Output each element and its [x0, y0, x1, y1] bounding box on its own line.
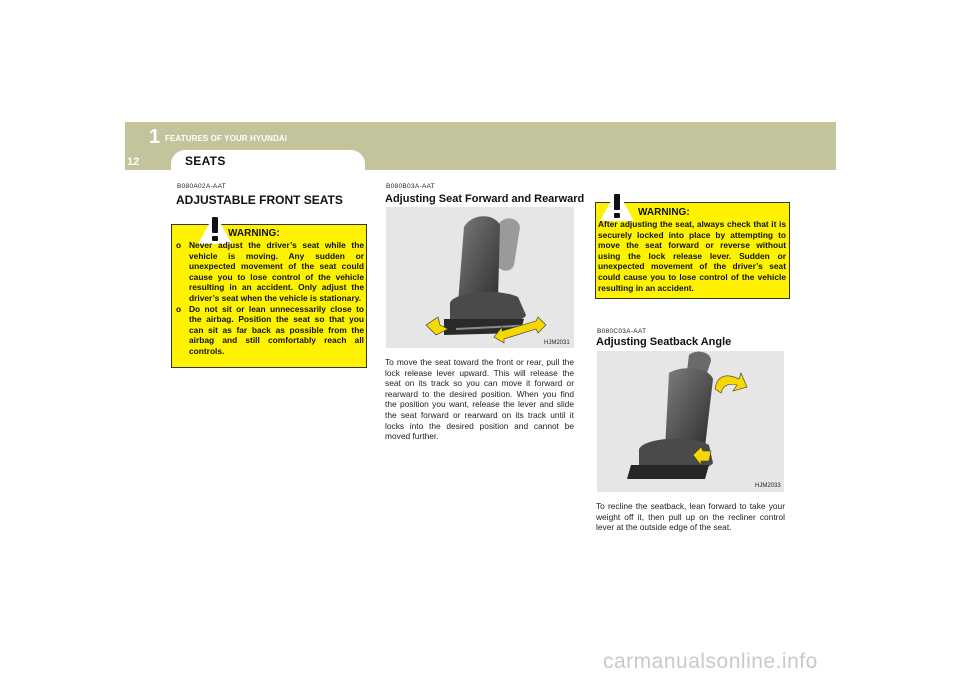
seat-forward-illustration [386, 207, 574, 348]
image-label: HJM2031 [544, 340, 570, 346]
warning-text: After adjusting the seat, always check that it is securely locked into place by attempting to move the seat forward or reverse without using the lock release lever. Sudden or unexpected movement of the driver’s seat could cause you to lose control of the vehicle resulting in an accident. [598, 219, 786, 293]
page-number: 12 [127, 156, 140, 168]
section-title: SEATS [185, 154, 226, 168]
chapter-number: 1 [149, 126, 161, 148]
bullet: o [176, 303, 182, 314]
warning-item [176, 240, 364, 304]
warning-heading: WARNING: [638, 207, 690, 218]
seat-illustration [386, 207, 574, 348]
recline-arrow-icon [715, 373, 747, 393]
chapter-title: FEATURES OF YOUR HYUNDAI [165, 134, 288, 143]
warning-exclamation-icon [599, 189, 635, 222]
section-heading: Adjusting Seat Forward and Rearward [385, 193, 585, 205]
body-text: To recline the seatback, lean forward to take your weight off it, then pull up on the recliner control lever at the outside edge of the seat. [596, 501, 785, 533]
watermark: carmanualsonline.info [603, 650, 818, 673]
section-code: B080A02A-AAT [177, 183, 227, 190]
section-code: B080B03A-AAT [386, 183, 436, 190]
section-heading: Adjusting Seatback Angle [596, 336, 732, 348]
warning-list [176, 240, 364, 357]
section-heading: ADJUSTABLE FRONT SEATS [176, 193, 343, 207]
warning-item-text: Do not sit or lean unnecessarily close to the airbag. Position the seat so that you can sit as far back as possible from the airbag and still comfortably reach all controls. [189, 303, 364, 356]
warning-item [176, 304, 364, 357]
bullet: o [176, 240, 182, 250]
section-code: B080C03A-AAT [597, 328, 647, 335]
seatback-illustration [597, 351, 784, 492]
image-label: HJM2033 [755, 483, 781, 489]
seat-illustration [597, 351, 784, 492]
body-text: To move the seat toward the front or rear, pull the lock release lever upward. This will release the seat on its track so you can move it forward or rearward to the desired position. When you find the position you want, release the lever and slide the seat forward or rearward on its track until it locks into the desired position and cannot be moved further. [385, 357, 574, 442]
warning-heading: WARNING: [228, 228, 280, 239]
warning-item-text: Never adjust the driver’s seat while the vehicle is moving. Any sudden or unexpected movement of the seat could cause you to lose control of the vehicle resulting in an accident. Only adjust the driver’s seat when the vehicle is stationary. [189, 240, 364, 303]
